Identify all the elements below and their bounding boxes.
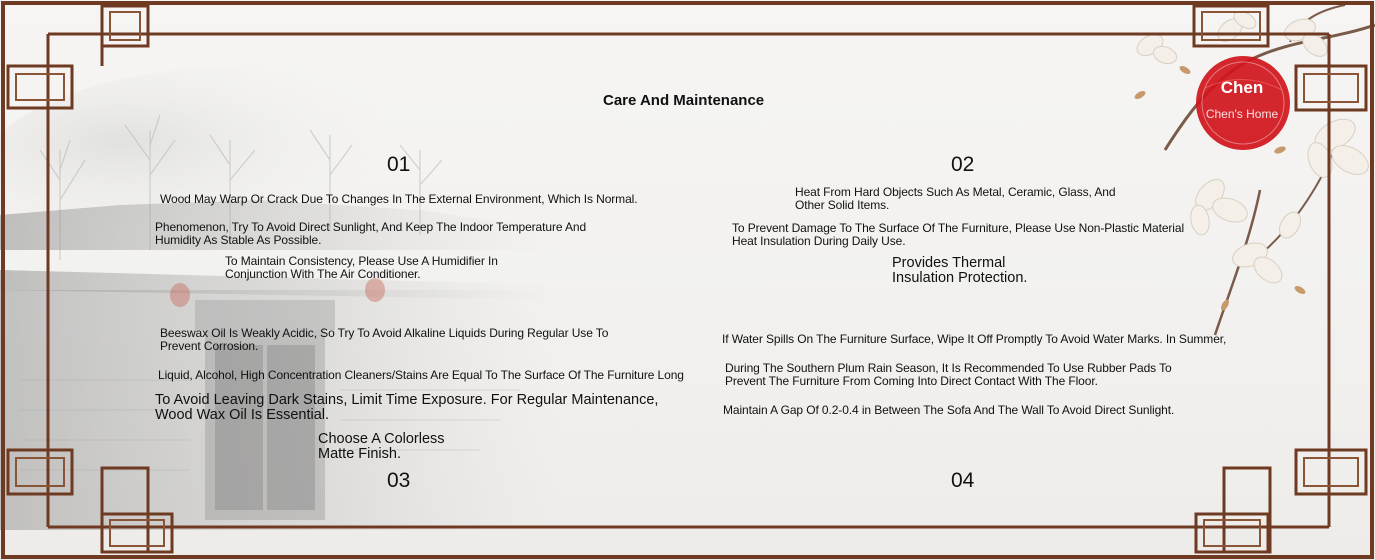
brand-seal [1198, 78, 1286, 121]
section-01-number: 01 [387, 153, 411, 176]
section-02-paragraph-2: To Prevent Damage To The Surface Of The Furniture, Please Use Non-Plastic Material Heat Insulation During Daily Use. [732, 221, 1185, 248]
brand-subtitle: Chen's Home [1205, 107, 1279, 121]
section-04-paragraph-1: If Water Spills On The Furniture Surface, Wipe It Off Promptly To Avoid Water Marks. In Summer, [722, 332, 1227, 346]
section-02-paragraph-3: Provides Thermal Insulation Protection. [892, 255, 1028, 286]
page-title: Care And Maintenance [603, 92, 765, 109]
section-01-paragraph-3: To Maintain Consistency, Please Use A Humidifier In Conjunction With The Air Conditioner. [225, 254, 498, 281]
section-03-paragraph-1: Beeswax Oil Is Weakly Acidic, So Try To Avoid Alkaline Liquids During Regular Use To Prevent Corrosion. [160, 326, 609, 353]
section-03-number: 03 [387, 469, 411, 492]
section-01-paragraph-2: Phenomenon, Try To Avoid Direct Sunlight, And Keep The Indoor Temperature And Humidity As Stable As Possible. [155, 220, 587, 247]
section-04-number: 04 [951, 469, 975, 492]
section-03-paragraph-3: To Avoid Leaving Dark Stains, Limit Time Exposure. For Regular Maintenance, Wood Wax Oil Is Essential. [155, 392, 659, 423]
section-03-paragraph-4: Choose A Colorless Matte Finish. [318, 431, 445, 462]
section-01-paragraph-1: Wood May Warp Or Crack Due To Changes In The External Environment, Which Is Normal. [160, 192, 638, 206]
section-04-paragraph-3: Maintain A Gap Of 0.2-0.4 in Between The Sofa And The Wall To Avoid Direct Sunlight. [723, 403, 1175, 417]
section-04-paragraph-2: During The Southern Plum Rain Season, It Is Recommended To Use Rubber Pads To Prevent The Furniture From Coming Into Direct Contact With The Floor. [725, 361, 1172, 388]
section-02-paragraph-1: Heat From Hard Objects Such As Metal, Ceramic, Glass, And Other Solid Items. [795, 185, 1116, 212]
section-03-paragraph-2: Liquid, Alcohol, High Concentration Cleaners/Stains Are Equal To The Surface Of The Furniture Long [158, 368, 684, 382]
brand-name: Chen [1220, 78, 1264, 97]
section-02-number: 02 [951, 153, 975, 176]
